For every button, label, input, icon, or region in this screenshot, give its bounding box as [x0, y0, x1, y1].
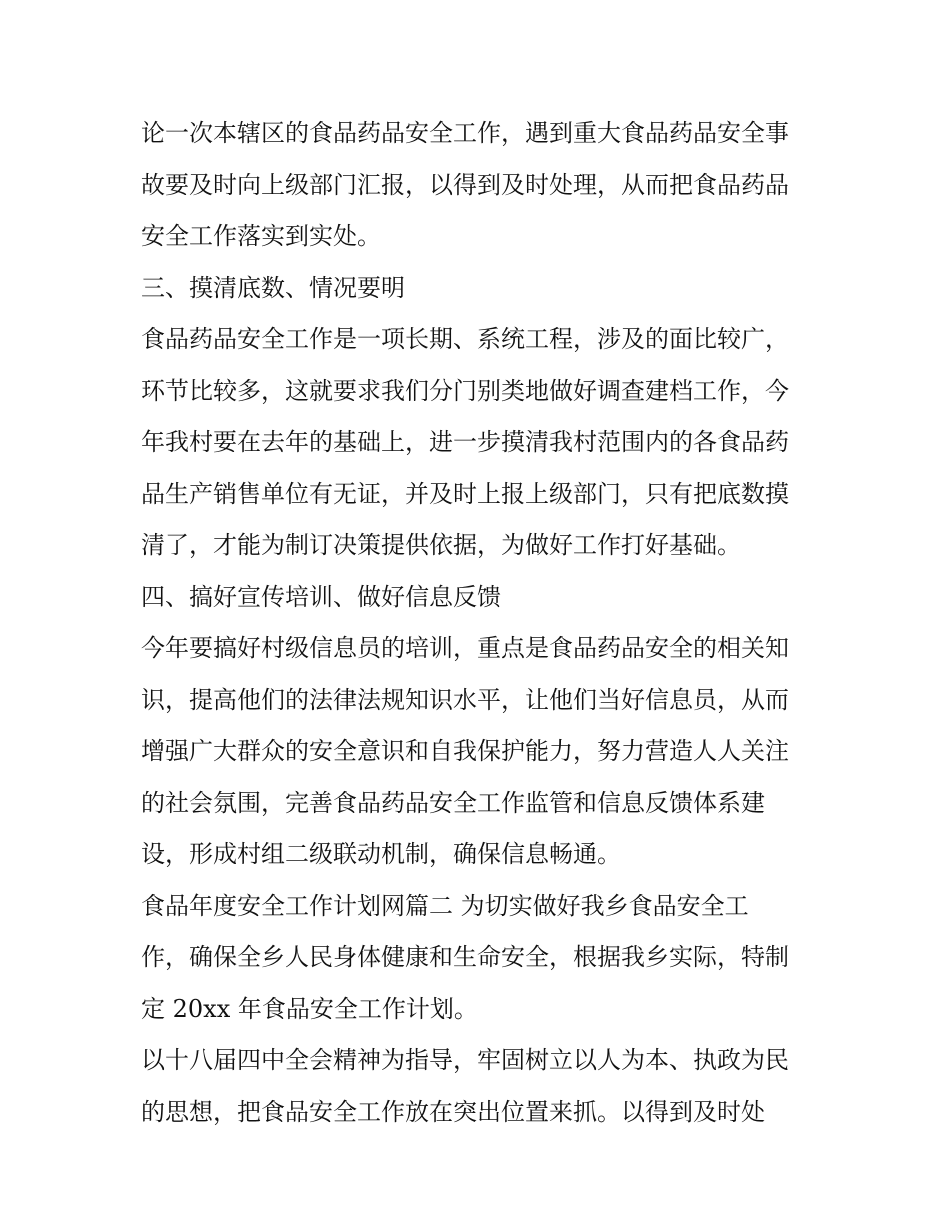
text-line: 识，提高他们的法律法规知识水平，让他们当好信息员，从而: [141, 685, 789, 714]
text-line: 的思想，把食品安全工作放在突出位置来抓。以得到及时处: [141, 1097, 765, 1126]
text-line: 以十八届四中全会精神为指导，牢固树立以人为本、执政为民: [141, 1046, 789, 1074]
text-line: 安全工作落实到实处。: [141, 222, 381, 250]
section-heading: 三、摸清底数、情况要明: [141, 273, 405, 302]
text-line: 今年要搞好村级信息员的培训，重点是食品药品安全的相关知: [141, 634, 789, 662]
text-line: 故要及时向上级部门汇报，以得到及时处理，从而把食品药品: [141, 170, 789, 199]
document-body: [141, 108, 821, 1138]
text-line: 作，确保全乡人民身体健康和生命安全，根据我乡实际，特制: [141, 943, 789, 971]
text-line: 定 20xx 年食品安全工作计划。: [141, 994, 478, 1023]
text-line: 食品年度安全工作计划网篇二 为切实做好我乡食品安全工: [141, 891, 749, 920]
text-line: 食品药品安全工作是一项长期、系统工程，涉及的面比较广，: [141, 325, 789, 353]
text-line: 清了，才能为制订决策提供依据，为做好工作打好基础。: [141, 531, 741, 559]
text-line: 环节比较多，这就要求我们分门别类地做好调查建档工作，今: [141, 376, 789, 405]
text-line: 增强广大群众的安全意识和自我保护能力，努力营造人人关注: [141, 737, 789, 765]
text-line: 设，形成村组二级联动机制，确保信息畅通。: [141, 840, 621, 868]
section-heading: 四、搞好宣传培训、做好信息反馈: [141, 582, 501, 611]
text-line: 年我村要在去年的基础上，进一步摸清我村范围内的各食品药: [141, 428, 789, 456]
text-line: 品生产销售单位有无证，并及时上报上级部门，只有把底数摸: [141, 479, 789, 508]
text-line: 论一次本辖区的食品药品安全工作，遇到重大食品药品安全事: [141, 119, 789, 147]
text-line: 的社会氛围，完善食品药品安全工作监管和信息反馈体系建: [141, 788, 765, 817]
